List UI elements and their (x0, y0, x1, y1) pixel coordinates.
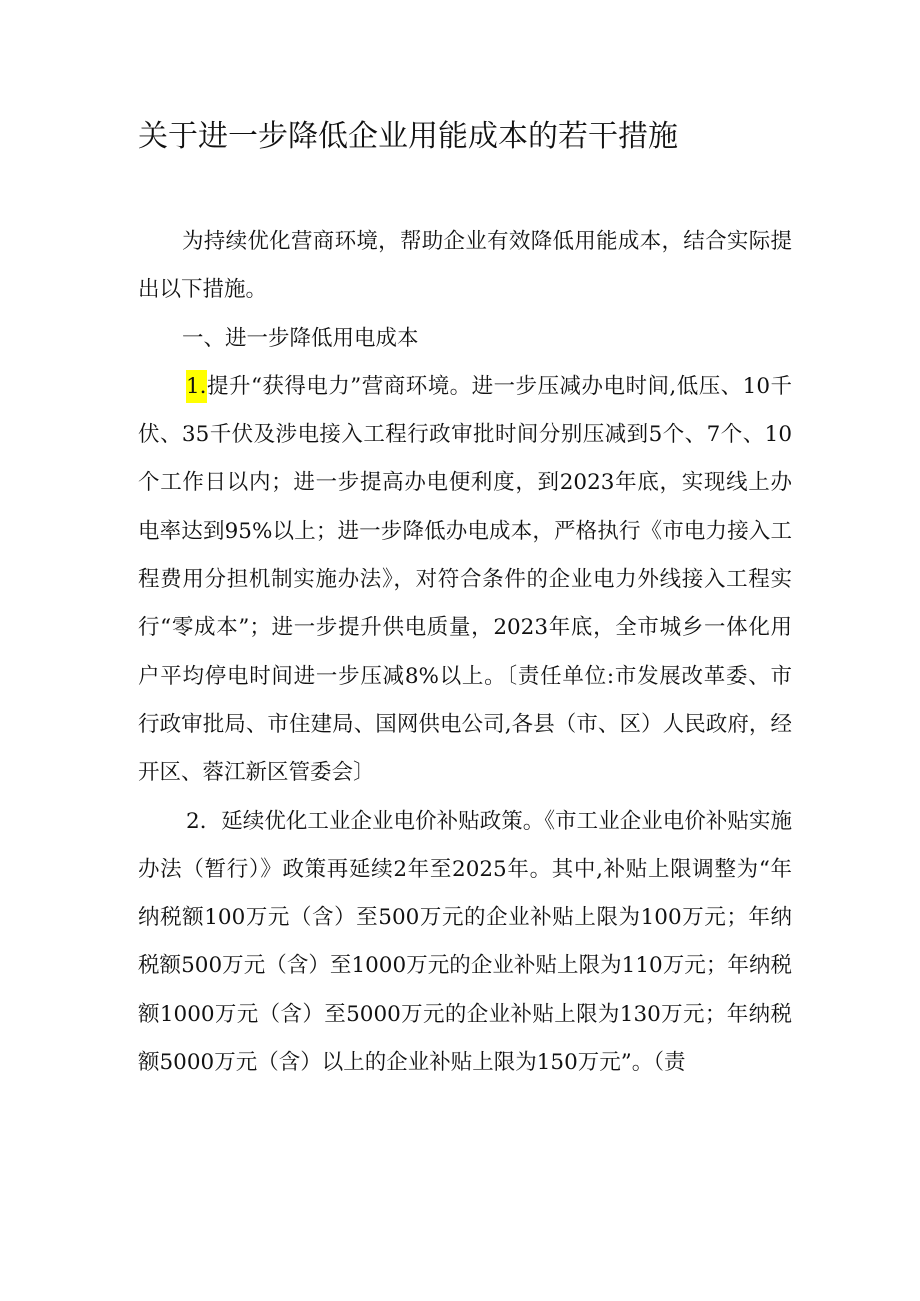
item-2-paragraph: 2．延续优化工业企业电价补贴政策。《市工业企业电价补贴实施办法（暂行）》政策再延续2年至2025年。其中,补贴上限调整为“年纳税额100万元（含）至500万元的企业补贴上限为100万元；年纳税额500万元（含）至1000万元的企业补贴上限为110万元；年纳税额1000万元（含）至5000万元的企业补贴上限为130万元；年纳税额5000万元（含）以上的企业补贴上限为150万元”。（责 (138, 808, 792, 1076)
item-1-text: 提升“获得电力”营商环境。进一步压减办电时间,低压、10千伏、35千伏及涉电接入工程行政审批时间分别压减到5个、7个、10个工作日以内；进一步提高办电便利度，到2023年底，实现线上办电率达到95%以上；进一步降低办电成本，严格执行《市电力接入工程费用分担机制实施办法》，对符合条件的企业电力外线接入工程实行“零成本”；进一步提升供电质量，2023年底，全市城乡一体化用户平均停电时间进一步压减8%以上。〔责任单位:市发展改革委、市行政审批局、市住建局、国网供电公司,各县（市、区）人民政府，经开区、蓉江新区管委会〕 (138, 373, 792, 786)
item-1-number-highlight: 1. (186, 370, 207, 403)
section-heading: 一、进一步降低用电成本 (182, 325, 419, 351)
item-1-paragraph (138, 363, 792, 798)
document-body (138, 218, 792, 1087)
intro-paragraph: 为持续优化营商环境，帮助企业有效降低用能成本，结合实际提出以下措施。 (138, 229, 792, 303)
document-title: 关于进一步降低企业用能成本的若干措施 (138, 119, 678, 154)
